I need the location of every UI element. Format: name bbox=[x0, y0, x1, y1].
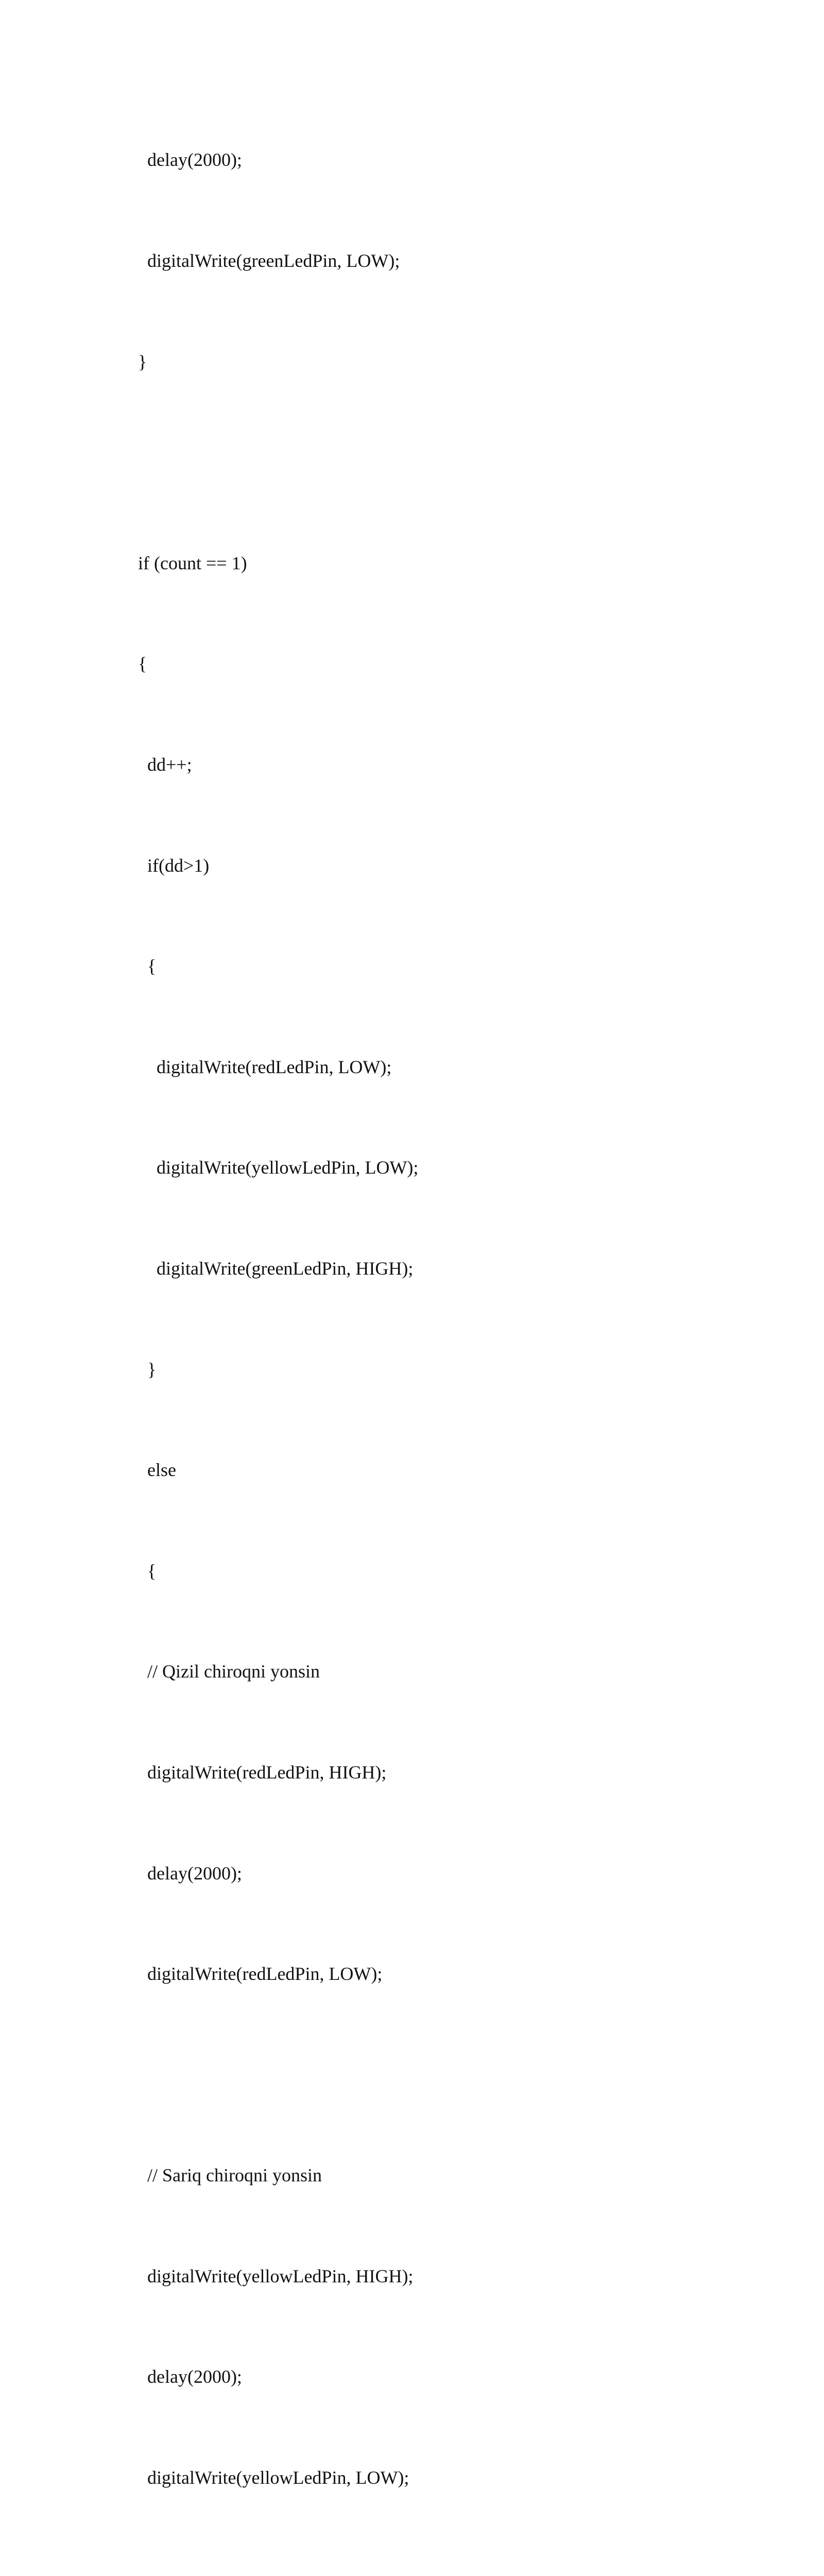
code-line: // Qizil chiroqni yonsin bbox=[138, 1661, 320, 1682]
code-line bbox=[138, 2562, 418, 2576]
code-line: if (count == 1) bbox=[138, 552, 247, 573]
code-line: delay(2000); bbox=[138, 149, 242, 171]
code-line: digitalWrite(yellowLedPin, LOW); bbox=[138, 2467, 409, 2488]
code-line: } bbox=[138, 1359, 157, 1380]
code-line: } bbox=[138, 351, 147, 372]
code-line: { bbox=[138, 956, 157, 977]
code-line: digitalWrite(yellowLedPin, HIGH); bbox=[138, 2265, 414, 2286]
code-line bbox=[138, 446, 418, 479]
code-block bbox=[138, 76, 418, 2576]
code-line: digitalWrite(redLedPin, LOW); bbox=[138, 1963, 383, 1985]
code-line: digitalWrite(yellowLedPin, LOW); bbox=[138, 1157, 419, 1178]
code-line: { bbox=[138, 653, 147, 674]
code-line: digitalWrite(greenLedPin, HIGH); bbox=[138, 1258, 414, 1279]
code-line: dd++; bbox=[138, 754, 192, 775]
code-line bbox=[138, 2058, 418, 2092]
code-line: digitalWrite(redLedPin, LOW); bbox=[138, 1056, 392, 1077]
code-line: digitalWrite(greenLedPin, LOW); bbox=[138, 250, 400, 271]
code-line: // Sariq chiroqni yonsin bbox=[138, 2165, 322, 2186]
code-line: { bbox=[138, 1560, 157, 1581]
code-line: digitalWrite(redLedPin, HIGH); bbox=[138, 1761, 387, 1783]
code-line: delay(2000); bbox=[138, 2366, 242, 2387]
code-line: delay(2000); bbox=[138, 1862, 242, 1884]
code-line: if(dd>1) bbox=[138, 855, 210, 876]
code-line: else bbox=[138, 1460, 176, 1481]
